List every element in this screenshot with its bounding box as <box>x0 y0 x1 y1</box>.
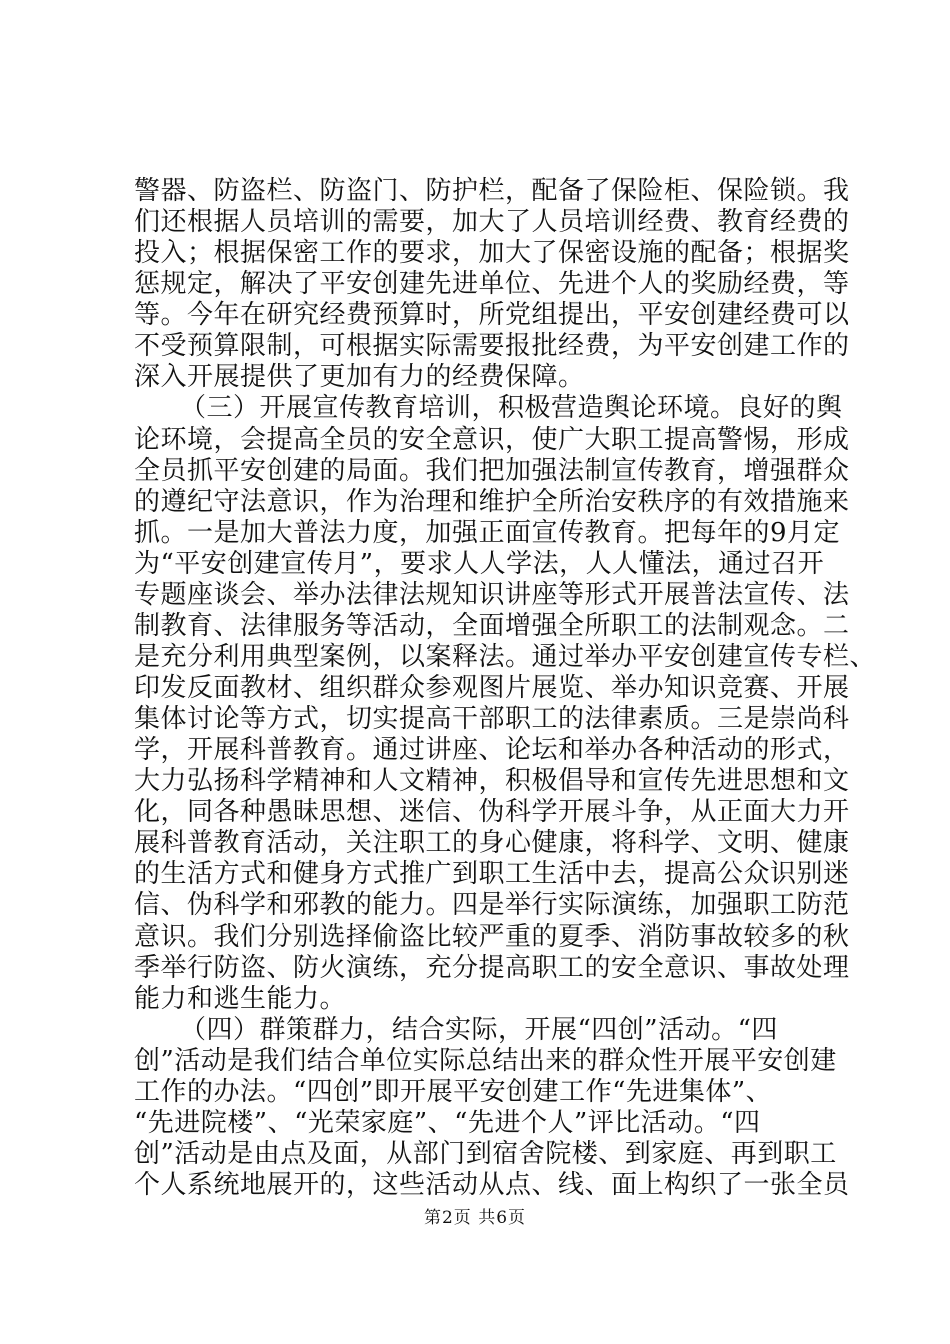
body-text-line: 创”活动是我们结合单位实际总结出来的群众性开展平安创建 <box>134 1046 837 1076</box>
body-text-line: 集体讨论等方式，切实提高干部职工的法律素质。三是崇尚科 <box>134 704 850 734</box>
body-text-line: 的遵纪守法意识，作为治理和维护全所治安秩序的有效措施来 <box>134 487 850 517</box>
body-text-line: 是充分利用典型案例，以案释法。通过举办平安创建宣传专栏、 <box>134 642 877 672</box>
body-text-line: 个人系统地展开的，这些活动从点、线、面上构织了一张全员 <box>134 1170 850 1200</box>
body-text-line: 制教育、法律服务等活动，全面增强全所职工的法制观念。二 <box>134 611 850 641</box>
body-text-line: 等。今年在研究经费预算时，所党组提出，平安创建经费可以 <box>134 300 850 330</box>
body-text-line: 全员抓平安创建的局面。我们把加强法制宣传教育，增强群众 <box>134 456 850 486</box>
body-text-line: 印发反面教材、组织群众参观图片展览、举办知识竞赛、开展 <box>134 673 850 703</box>
page-number-footer: 第2页 共6页 <box>423 1208 527 1228</box>
body-text-line: 能力和逃生能力。 <box>134 984 347 1014</box>
body-text-line: 创”活动是由点及面，从部门到宿舍院楼、到家庭、再到职工 <box>134 1139 837 1169</box>
section-heading-line: （四）群策群力，结合实际，开展“四创”活动。“四 <box>180 1015 778 1045</box>
body-text-line: 深入开展提供了更加有力的经费保障。 <box>134 362 585 392</box>
body-text-line: 意识。我们分别选择偷盗比较严重的夏季、消防事故较多的秋 <box>134 922 850 952</box>
body-text-line: 抓。一是加大普法力度，加强正面宣传教育。把每年的9月定 <box>134 518 841 548</box>
body-text-line: 不受预算限制，可根据实际需要报批经费，为平安创建工作的 <box>134 331 850 361</box>
body-text-line: 信、伪科学和邪教的能力。四是举行实际演练，加强职工防范 <box>134 890 850 920</box>
body-text-line: 论环境，会提高全员的安全意识，使广大职工提高警惕，形成 <box>134 425 850 455</box>
body-text-line: 警器、防盗栏、防盗门、防护栏，配备了保险柜、保险锁。我 <box>134 176 850 206</box>
body-text-line: 们还根据人员培训的需要，加大了人员培训经费、教育经费的 <box>134 207 850 237</box>
body-text-line: 季举行防盗、防火演练，充分提高职工的安全意识、事故处理 <box>134 953 850 983</box>
section-heading-line: （三）开展宣传教育培训，积极营造舆论环境。良好的舆 <box>180 393 843 423</box>
body-text-line: 专题座谈会、举办法律法规知识讲座等形式开展普法宣传、法 <box>134 580 850 610</box>
body-text-line: 工作的办法。“四创”即开展平安创建工作“先进集体”、 <box>134 1077 773 1107</box>
body-text-line: 惩规定，解决了平安创建先进单位、先进个人的奖励经费，等 <box>134 269 850 299</box>
body-text-line: 大力弘扬科学精神和人文精神，积极倡导和宣传先进思想和文 <box>134 766 850 796</box>
body-text-line: 学，开展科普教育。通过讲座、论坛和举办各种活动的形式， <box>134 735 850 765</box>
body-text-line: 化，同各种愚昧思想、迷信、伪科学开展斗争，从正面大力开 <box>134 797 850 827</box>
body-text-line: 展科普教育活动，关注职工的身心健康，将科学、文明、健康 <box>134 828 850 858</box>
body-text-line: 的生活方式和健身方式推广到职工生活中去，提高公众识别迷 <box>134 859 850 889</box>
body-text-line: 为“平安创建宣传月”，要求人人学法，人人懂法，通过召开 <box>134 549 825 579</box>
body-text-line: 投入；根据保密工作的要求，加大了保密设施的配备；根据奖 <box>134 238 850 268</box>
body-text-line: “先进院楼”、“光荣家庭”、“先进个人”评比活动。“四 <box>134 1108 761 1138</box>
